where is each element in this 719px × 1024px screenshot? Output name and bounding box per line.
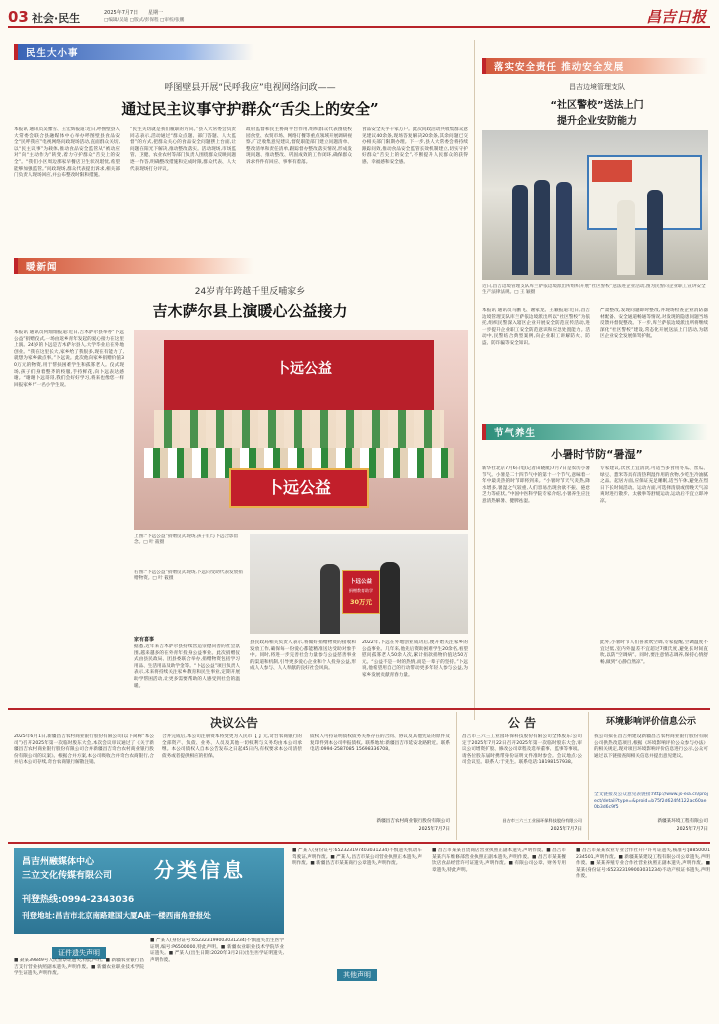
charity-group-photo — [134, 330, 468, 530]
banner-label: 节气养生 — [494, 428, 537, 439]
jieqi-col2: 专家建议,饮食上宜清淡,可适当多食用冬瓜、丝瓜、绿豆、薏米等具有清热利湿作用的食物,少吃生冷油腻之品。起居方面,应保证充足睡眠,适当午休,避免在烈日下长时间活动。运动方面,可选择清晨或傍晚天气凉爽时进行散步、太极拳等舒缓运动,运动后不宜立即冲凉。 — [600, 466, 708, 504]
classified-top-rule — [8, 842, 710, 844]
person — [320, 564, 340, 634]
article2-subtitle: 24岁青年跨越千里反哺家乡 — [194, 287, 306, 297]
red-banner-text: 卜远公益 — [266, 478, 331, 497]
notice1-sign: 新疆昌吉农村商业银行股份有限公司 — [376, 819, 450, 824]
article2-col4: 2022年,卜远在外地创业成功后,便开始关注家乡的公益事业。几年来,他先后资助困难学生20余名,看望慰问孤寡老人50余人次,累计捐款捐物价值达50万元。“公益不是一时的热情,而是一辈子的坚持。”卜远说,他希望用自己的行动带动更多年轻人参与公益,为家乡发展贡献青春力量。 — [362, 640, 468, 678]
classified-company2: 三立文化传媒有限公司 — [22, 871, 113, 881]
jieqi-title: 小暑时节防“暑湿” — [551, 448, 643, 461]
notice-divider — [588, 712, 589, 840]
notice1-col3: 债权人可持证明债权债务关系存在的合同、协议及其他凭证的原件及复印件到本公司申报债权。联系地址:新疆昌吉市延安北路附近。联系电话:0994-2587085 15698336708。 — [310, 734, 450, 753]
notice3-body: 我公司拟在昌吉州建设新疆昌吉农村商业银行股份有限公司供热改造项目,根据《环境影响评价公众参与办法》的相关规定,现对项目环境影响评价信息进行公示,公众可通过以下链接查阅相关信息并提出意见建议。 — [594, 734, 708, 759]
right-body-col2: 严肃整改,发现问题即时整改,并现场检查企业消防器材配备、安全通道畅通等情况,对发现的隐患问题当场反馈并督促整改。下一步,库兰萨依边境派出所将继续深化“社区警校”建设,常态化开展送法上门活动,为辖区企业安全发展保驾护航。 — [600, 308, 708, 340]
notice2-sign: 昌吉市三六三工业园环保科技股份有限公司 — [502, 818, 582, 823]
classified-col1: ■ 聂某39849号人民警察证遗失,特此声明。■ 新疆农业银行昌吉支行营业执照副本遗失,声明作废。■ 新疆农业职业技术学院学生证遗失,声明作废。 — [14, 958, 144, 977]
notice-top-rule — [8, 708, 710, 710]
notice1-date: 2025年7月7日 — [418, 827, 450, 832]
notice2-date: 2025年7月7日 — [550, 827, 582, 832]
other-title: 其他声明 — [337, 969, 377, 981]
article2-col2: 据悉,近年来吉木萨尔县持续营造崇德向善的社会氛围,越来越多的在外青年投身公益事业。此次捐赠仪式由县民政局、团县委联合举办,捐赠物资包括学习用品、生活用品及助学金等。“卜远公益”项目负责人表示,未来将持续关注家乡教育和民生事业,定期开展助学帮困活动,让更多需要帮助的人感受到社会的温暖。 — [134, 644, 240, 689]
article1-title: 通过民主议事守护群众“舌尖上的安全” — [121, 100, 379, 118]
article1-col3: 政府监督和民主协商平台作用,组织群众代表围绕校园食堂、农贸市场、网络订餐等重点领域开展调研视察,广泛收集意见建议,督促职能部门建立问题清单、整改清单和责任清单,跟踪督办整改落实情况,形成发现问题、推动整改、巩固成效的工作闭环,确保群众诉求件件有回应、事事有着落。 — [246, 127, 352, 165]
editors-line: □编辑/吴迪 □版式/彭保程 □审校/张鹏 — [104, 18, 185, 23]
police-photo — [482, 130, 708, 280]
right-body-col1: 本报讯 通讯员马鹏飞、谢家龙、王颖报道:近日,昌吉边境管理支队库兰萨依边境派出所以“社区警校”为依托,组织民警深入辖区企业开展安全防范宣传活动,进一步提升企业职工安全防范意识和应急处置能力。活动中,民警结合典型案例,向企业职工讲解防火、防盗、防诈骗等安全知识。 — [482, 308, 590, 346]
wall-panel-red — [592, 160, 632, 182]
masthead-logo: 昌吉日报 — [645, 8, 706, 26]
classified-company: 昌吉州融媒体中心 — [22, 857, 95, 867]
banner-label: 落实安全责任 推动安全发展 — [494, 62, 625, 73]
banner-label: 民生大小事 — [26, 48, 79, 59]
lost-title: 证件遗失声明 — [52, 947, 106, 959]
classified-header — [14, 848, 284, 934]
issue-weekday: 星期一 — [148, 10, 164, 16]
person — [380, 562, 400, 634]
right-kicker: 昌吉边境管理支队 — [569, 83, 625, 91]
police-officer — [647, 190, 663, 275]
notice3-link[interactable]: 全文链接及公众意见表链接:http://www.js-eia.cn/project/detail?type=&proid=b75f2d624f4122ac60ae0b3d6c9f5 — [594, 792, 708, 811]
red-banner — [229, 468, 369, 508]
notice3-sign: 新疆某环境工程有限公司 — [657, 819, 708, 824]
banner-label: 暖新闻 — [26, 262, 58, 273]
donation-photo — [250, 534, 468, 634]
classified-big-title: 分类信息 — [154, 858, 246, 882]
article2-col3: 县民政局相关负责人表示,将做好捐赠物资的接收和发放工作,确保每一份爱心都能精准送达受助对象手中。同时,将进一步完善社会力量参与公益慈善事业的渠道和机制,引导更多爱心企业和个人投身公益,形成人人参与、人人奉献的良好社会风尚。 — [250, 640, 356, 672]
right-title-line2: 提升企业安防能力 — [557, 116, 637, 127]
notice2-title: 公 告 — [507, 716, 537, 730]
police-officer — [512, 185, 528, 275]
caption-right: 右图:“卜远公益”捐赠仪式现场,卜远向受助代表发放捐赠物资。□ 叶 筱摄 — [134, 570, 243, 582]
police-photo-caption: 近日,昌吉边境管理支队库兰萨依边境派出所组织开展“社区警校”送法进企业活动,图为民警向企业职工宣讲安全生产法律法规。□ 王 颖摄 — [482, 284, 706, 296]
worker — [617, 200, 635, 275]
article1-col4: 食品安全关乎千家万户。此次问政活动共收集群众意见建议40余条,现场答复解决20余条,其余问题已交办相关部门限期办理。下一步,县人大常委会将持续跟踪问效,推动食品安全监管长效机制建立,切实守护好群众“舌尖上的安全”,不断提升人民群众的获得感、幸福感和安全感。 — [362, 127, 468, 165]
article2-col1: 本报讯 通讯员何灿灿报道:近日,吉木萨尔县举办“卜远公益”捐赠仪式,一场由返乡青年发起的爱心接力在这里上演。24岁的卜远是吉木萨尔县人,大学毕业后在外地创业。“我在这里长大,家乡给了我很多,现在有能力了,就想为家乡做点事。”卜远说。此次他向家乡捐赠价值30万元的物资,用于帮扶困难学生和孤寡老人。仪式现场,孩子们身着整齐的校服,手持鲜花,向卜远表达感谢。“谢谢卜远哥哥,我们会好好学习,将来也像您一样回报家乡!”一名小学生说。 — [14, 330, 124, 388]
classified-address: 刊登地址:昌吉市北京南路建国大厦A座一楼西南角登报处 — [22, 911, 211, 920]
classified-col5: ■ 昌吉市某某农业专业合作社开户许可证遗失,核准号:J8850001234501,声明作废。■ 新疆某某建设工程有限公司公章遗失,声明作废。■ 某某养殖专业合作社营业执照正副本遗失,声明作废。■ 某某(身份证号:652323199003031234)不动产权证书遗失,声明作废。 — [576, 848, 710, 880]
notice1-col1: 2025年6月1日,新疆昌吉农村商业银行股份有限公司(以下简称“本公司”)召开2025年第一次临时股东大会,本次会议审议通过了《关于新疆昌吉农村商业银行股份有限公司合并新疆昌吉奇台农村商业银行股份有限公司的议案》。根据合并方案,本公司吸收合并奇台农商银行,合并后本公司存续,奇台农商银行解散注销。 — [14, 734, 154, 766]
notice2-body: 昌吉市三六三工业园环保科技股份有限公司全体股东:公司定于2025年7月22日召开2025年第一次临时股东大会,审议公司增资扩股、修改公司章程及选举董事、监事等事项。请各位股东届时携带身份证明文件准时参会。会议地点:公司会议室。联系人:于先生。联系电话:18198157938。 — [462, 734, 582, 766]
page-number: 03 — [8, 8, 29, 26]
backdrop-text: 卜远公益 — [276, 361, 332, 377]
classified-col3: ■ 严某人(身份证号:652323197403031234)不慎遗失机动车驾驶证,声明作废。■ 严某人,昌吉市某公司营业执照正本遗失,声明作废。■ 新疆昌吉市某某商行公章遗失,声明作废。 — [292, 848, 422, 867]
police-officer — [556, 182, 572, 275]
notice3-date: 2025年7月7日 — [676, 827, 708, 832]
children-row — [154, 410, 444, 450]
police-officer — [534, 180, 550, 275]
section-banner-health — [482, 424, 708, 440]
column-divider — [474, 40, 475, 720]
donation-board — [342, 570, 380, 614]
section-banner-minsheng — [14, 44, 254, 60]
other-title-box — [292, 962, 422, 981]
lost-title-box — [14, 940, 144, 959]
classified-col4: ■ 昌吉市某某百货商店营业执照正副本遗失,声明作废。■ 昌吉市某某汽车维修部营业执照正副本遗失,声明作废。■ 昌吉市某某餐饮店食品经营许可证遗失,声明作废。■ 有限公司公章、财务专用章遗失,特此声明。 — [432, 848, 566, 873]
notice1-title: 决议公告 — [209, 716, 258, 730]
section-banner-safety — [482, 58, 708, 74]
section-banner-warm-news — [14, 258, 254, 274]
classified-col2: ■ 严某人(身份证号:652323199003031234)不慎遗失出生医学证明,编号:P6500000,特此声明。■ 新疆农业职业技术学院毕业证遗失。■ 严某人(出生日期:2020年3月2日)出生医学证明遗失,声明作废。 — [150, 938, 284, 963]
article1-col2: “民生关切就是我们履职的方向。”县人大常委会负责同志表示,活动通过“群众点题、部门答题、人大监督”的方式,把群众关心的食品安全问题摆上台面,让问题在阳光下解决,推动整改落实。活动现场,市场监管、卫健、农业农村等部门负责人围绕群众反映问题逐一作答,明确整改措施和完成时限,群众代表、人大代表现场打分评议。 — [130, 127, 236, 172]
notice-divider — [456, 712, 457, 840]
board-line: 30万元 — [349, 598, 373, 606]
board-line: 捐赠教育助学 — [349, 588, 373, 593]
article2-col2-heading: 家有喜事 — [134, 637, 155, 643]
issue-date: 2025年7月7日 — [104, 10, 139, 16]
article2-title: 吉木萨尔县上演暖心公益接力 — [152, 302, 348, 320]
notice3-title: 环境影响评价信息公示 — [605, 717, 696, 727]
board-line: 卜远公益 — [349, 579, 372, 585]
article1-subtitle: 呼图壁县开展“民呼我应”电视网络问政—— — [164, 83, 336, 93]
page-header — [8, 6, 710, 28]
jieqi-col3: 此外,小暑时节人们喜欢吹空调,专家提醒,空调温度不宜过低,室内外温差不宜超过7摄氏度,避免长时间直吹,以防“空调病”。同时,要注意情志调养,保持心情舒畅,做到“心静自然凉”。 — [600, 640, 708, 665]
notice1-col2: 合并完成后,本公司注册资本将变更为人民币【 】元,奇台农商银行的全部资产、负债、业务、人员及其他一切权利与义务均由本公司承继。本公司债权人自本公告发布之日起45日内,有权要求本公司清偿债务或者提供相应的担保。 — [162, 734, 302, 759]
caption-top: 上图:“卜远公益”捐赠仪式现场,孩子们与卜远合影留念。□ 叶 筱摄 — [134, 534, 239, 546]
article1-col1: 本报讯 通讯员吴雅雪、王宏辉报道:近日,呼图壁县人大常委会联合县融媒体中心举办呼图壁县食品安全“民呼我应”电视网络问政现场活动,直面群众关切,以“民主议事”为载体,推动食品安全监管从“被动应对”向“主动作为”转变,着力守护群众“舌尖上的安全”。“我们小区周边那家早餐店卫生状况堪忧,希望能够加强监管。”问政现场,群众代表提出诉求,相关部门负责人现场回应,并公布整改时限和措施。 — [14, 127, 120, 179]
classified-hotline: 刊登热线:0994-2343036 — [22, 895, 135, 905]
jieqi-col1: 新华社北京7月6日电(记者田晓航)7月7日是农历小暑节气。小暑是二十四节气中的第十一个节气,意味着一年中最炎热的时节即将到来。“小暑时节天气炎热,降水增多,暑湿之气较重,人们容易出现食欲不振、倦怠乏力等症状。”中国中医科学院专家介绍,小暑养生应注意清热解暑、健脾祛湿。 — [482, 466, 590, 504]
section-name: 社会·民生 — [32, 12, 81, 25]
right-title-line1: “社区警校”送法上门 — [550, 100, 644, 111]
